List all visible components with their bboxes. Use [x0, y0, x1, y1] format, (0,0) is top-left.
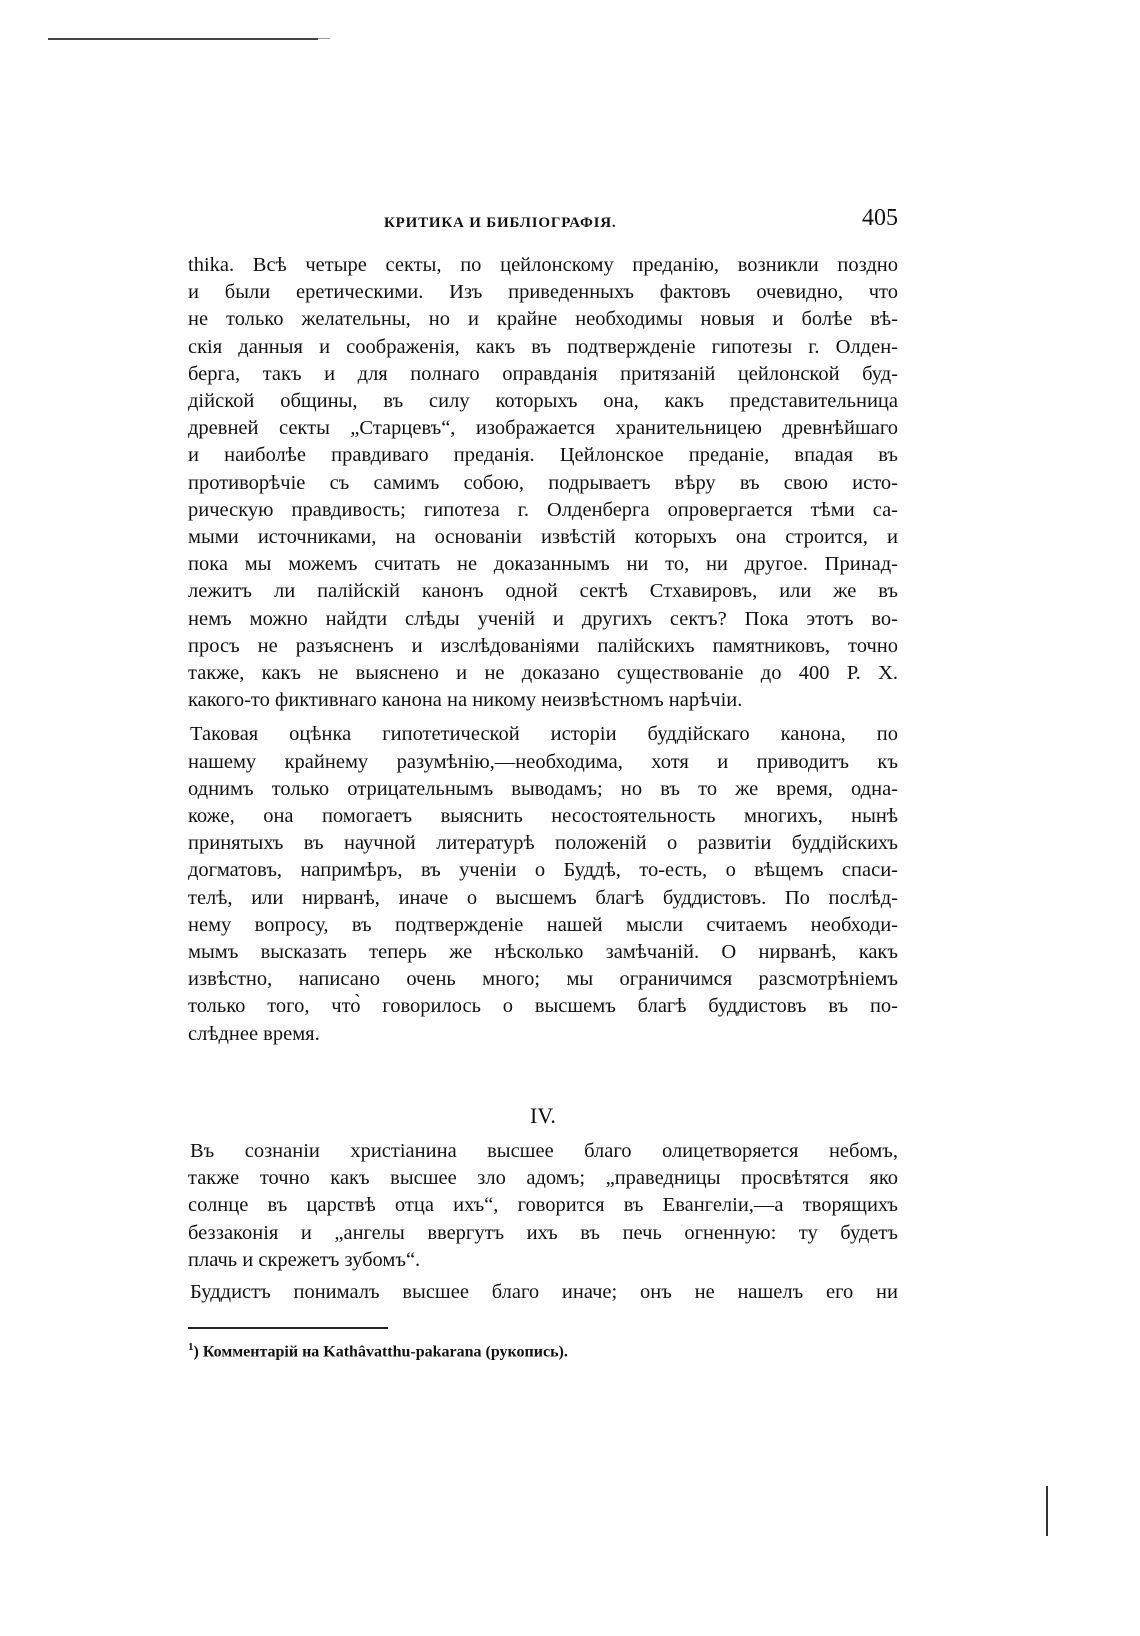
text-line: и были еретическими. Изъ приведенныхъ фактовъ очевидно, что: [188, 281, 898, 304]
section-text-block: [188, 1138, 898, 1306]
page-number: 405: [862, 205, 898, 231]
text-line: извѣстно, написано очень много; мы ограничимся разсмотрѣніемъ: [188, 968, 898, 991]
scan-edge-mark: [1046, 1486, 1048, 1536]
text-line: мымъ высказать теперь же нѣсколько замѣчаній. О нирванѣ, какъ: [188, 941, 898, 964]
section-heading: IV.: [530, 1103, 556, 1128]
text-line: thika. Всѣ четыре секты, по цейлонскому преданію, возникли поздно: [188, 254, 898, 276]
text-line: плачь и скрежетъ зубомъ“.: [188, 1248, 421, 1271]
text-line: мыми источниками, на основаніи извѣстій которыхъ она строится, и: [188, 526, 898, 549]
text-line: Въ сознаніи христіанина высшее благо олицетворяется небомъ,: [190, 1140, 898, 1162]
text-line: просъ не разъясненъ и изслѣдованіями палійскихъ памятниковъ, точно: [188, 634, 898, 657]
scan-edge-rule: [48, 38, 318, 40]
text-line: однимъ только отрицательнымъ выводамъ; но въ то же время, одна-: [188, 777, 898, 800]
text-line: нему вопросу, въ подтвержденіе нашей мысли считаемъ необходи-: [188, 913, 898, 936]
text-line: лежитъ ли палійскій канонъ одной сектѣ Стхавировъ, или же въ: [188, 580, 898, 603]
text-line: скія данныя и соображенія, какъ въ подтвержденіе гипотезы г. Олден-: [188, 335, 898, 358]
text-line: также, какъ не выяснено и не доказано существованіе до 400 Р. Х.: [188, 662, 898, 685]
text-line: немъ можно найдти слѣды ученій и другихъ сектъ? Пока этотъ во-: [188, 607, 898, 630]
paragraph-3: [188, 1138, 898, 1274]
text-line: не только желательны, но и крайне необходимы новыя и болѣе вѣ-: [188, 308, 898, 331]
footnote-rule: [188, 1327, 388, 1329]
text-line: коже, она помогаетъ выяснить несостоятельность многихъ, нынѣ: [188, 805, 898, 828]
text-line: принятыхъ въ научной литературѣ положеній о развитіи буддійскихъ: [188, 832, 898, 855]
text-line: рическую правдивость; гипотеза г. Олденберга опровергается тѣми са-: [188, 498, 898, 521]
text-line: догматовъ, напримѣръ, въ ученіи о Буддѣ, то-есть, о вѣщемъ спаси-: [188, 859, 898, 882]
page-header: [188, 205, 898, 241]
footnote-text: ) Комментарій на Kathâvatthu-pakarana (рукопись).: [193, 1343, 568, 1361]
running-head: КРИТИКА И БИБЛІОГРАФІЯ.: [384, 215, 617, 231]
paragraph-2: [188, 721, 898, 1047]
text-line: и наиболѣе правдиваго преданія. Цейлонское преданіе, впадая въ: [188, 444, 898, 467]
main-text-block: [188, 252, 898, 1048]
text-line: также точно какъ высшее зло адомъ; „праведницы просвѣтятся яко: [188, 1167, 898, 1190]
text-line: нашему крайнему разумѣнію,—необходима, хотя и приводитъ къ: [188, 750, 898, 773]
text-line: только того, что̀ говорилось о высшемъ благѣ буддистовъ въ по-: [188, 995, 898, 1018]
text-line: слѣднее время.: [188, 1022, 320, 1045]
text-line: противорѣчіе съ самимъ собою, подрываетъ вѣру въ свою исто-: [188, 471, 898, 494]
footnote-marker: 1: [188, 1341, 194, 1353]
text-line: какого-то фиктивнаго канона на никому неизвѣстномъ нарѣчіи.: [188, 689, 743, 712]
text-line: Буддистъ понималъ высшее благо иначе; онъ не нашелъ его ни: [190, 1281, 898, 1304]
text-line: пока мы можемъ считать не доказаннымъ ни то, ни другое. Принад-: [188, 553, 898, 576]
text-line: берга, такъ и для полнаго оправданія притязаній цейлонской буд-: [188, 362, 898, 385]
paragraph-4: [188, 1279, 898, 1306]
text-line: Таковая оцѣнка гипотетической исторіи буддійскаго канона, по: [190, 723, 898, 746]
footnote: [188, 1341, 568, 1361]
text-line: солнце въ царствѣ отца ихъ“, говорится въ Евангеліи,—а творящихъ: [188, 1194, 898, 1217]
text-line: дійской общины, въ силу которыхъ она, какъ представительница: [188, 390, 898, 413]
paragraph-1: [188, 252, 898, 714]
text-line: древней секты „Старцевъ“, изображается хранительницею древнѣйшаго: [188, 417, 898, 440]
scan-edge-rule-tail: [318, 38, 330, 39]
text-line: беззаконія и „ангелы ввергутъ ихъ въ печь огненную: ту будетъ: [188, 1221, 898, 1244]
text-line: телѣ, или нирванѣ, иначе о высшемъ благѣ буддистовъ. По послѣд-: [188, 886, 898, 909]
